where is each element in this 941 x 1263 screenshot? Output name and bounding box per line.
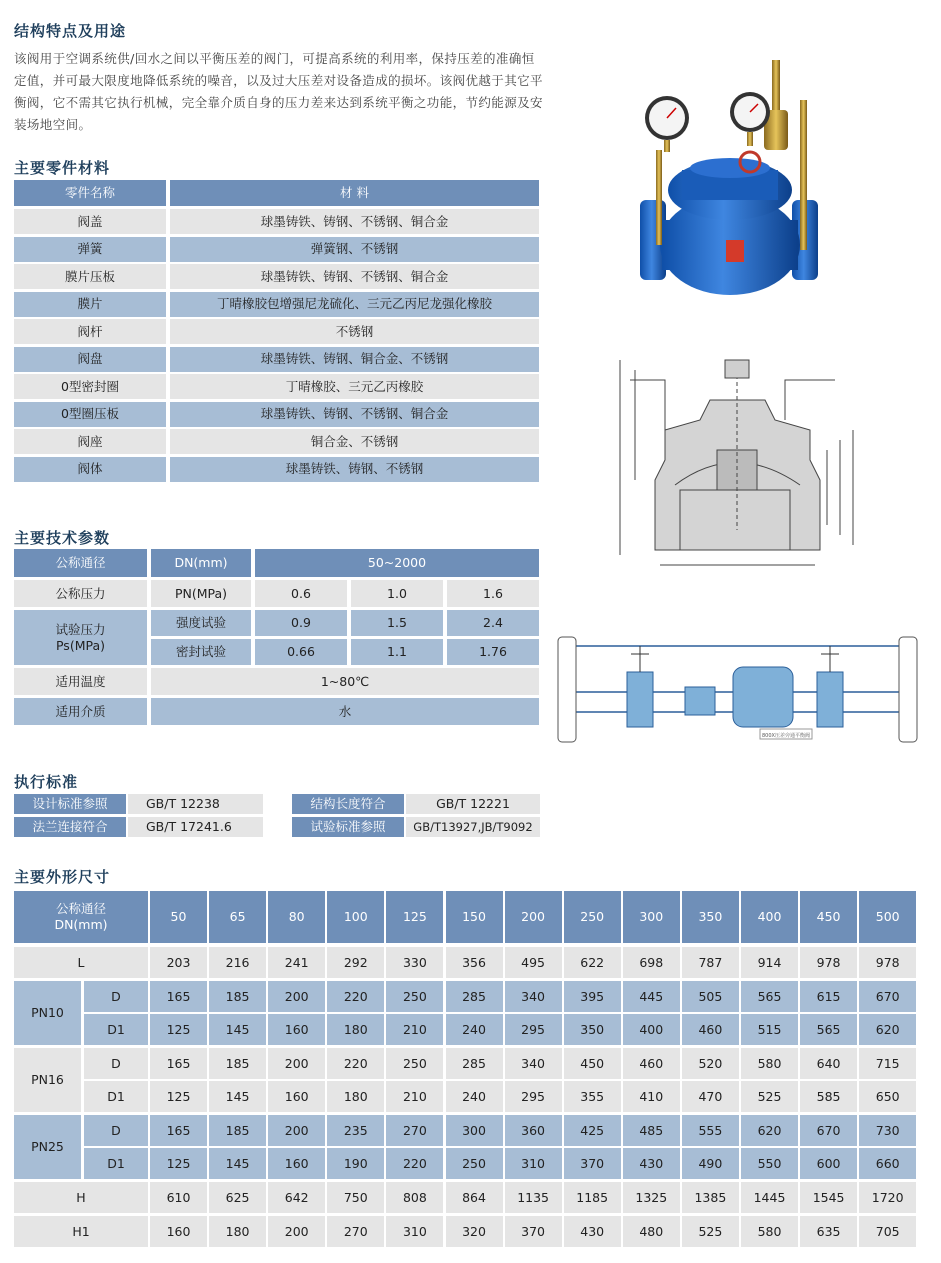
dims-cell: 300 <box>446 1115 503 1146</box>
dims-cell: 180 <box>209 1216 266 1247</box>
dims-cell: 505 <box>682 981 739 1012</box>
dims-cell: 235 <box>327 1115 384 1146</box>
dims-cell: 670 <box>859 981 916 1012</box>
dims-cell: 615 <box>800 981 857 1012</box>
dims-size-header: 100 <box>327 891 384 943</box>
parts-row-name: 阀杆 <box>14 319 166 344</box>
parts-row-name: 阀座 <box>14 429 166 454</box>
tech-strength-value: 2.4 <box>447 610 539 636</box>
parts-row-material: 球墨铸铁、铸钢、铜合金、不锈钢 <box>170 347 539 372</box>
std-length-label: 结构长度符合 <box>292 794 404 814</box>
dims-cell: 808 <box>386 1182 443 1213</box>
dims-cell: 145 <box>209 1014 266 1045</box>
std-flange-label: 法兰连接符合 <box>14 817 126 837</box>
dims-cell: 370 <box>564 1148 621 1179</box>
dims-cell: 250 <box>386 1048 443 1079</box>
dims-sub-label: D <box>84 1115 148 1146</box>
dims-group-label: PN25 <box>14 1115 81 1179</box>
dims-cell: 485 <box>623 1115 680 1146</box>
parts-row-material: 球墨铸铁、铸钢、不锈钢 <box>170 457 539 482</box>
dims-cell: 978 <box>859 947 916 978</box>
tech-dn-range: 50~2000 <box>255 549 539 577</box>
dims-cell: 400 <box>623 1014 680 1045</box>
dims-cell: 240 <box>446 1014 503 1045</box>
dims-cell: 200 <box>268 1048 325 1079</box>
tech-dn-label: 公称通径 <box>14 549 147 577</box>
dims-cell: 210 <box>386 1081 443 1112</box>
dims-cell: 1445 <box>741 1182 798 1213</box>
tech-pn-value: 1.0 <box>351 580 443 607</box>
cross-section-diagram <box>605 350 865 580</box>
dims-cell: 241 <box>268 947 325 978</box>
dims-cell: 295 <box>505 1014 562 1045</box>
dims-cell: 660 <box>859 1148 916 1179</box>
dims-cell: 190 <box>327 1148 384 1179</box>
dims-cell: 295 <box>505 1081 562 1112</box>
std-test-label: 试验标准参照 <box>292 817 404 837</box>
dims-cell: 640 <box>800 1048 857 1079</box>
dims-cell: 200 <box>268 1216 325 1247</box>
dims-header-label <box>14 891 148 943</box>
dims-sub-label: D <box>84 1048 148 1079</box>
parts-row-material: 丁晴橡胶包增强尼龙硫化、三元乙丙尼龙强化橡胶 <box>170 292 539 317</box>
dims-cell: 705 <box>859 1216 916 1247</box>
dims-cell: 425 <box>564 1115 621 1146</box>
dims-cell: 220 <box>386 1148 443 1179</box>
std-design-value: GB/T 12238 <box>128 794 263 814</box>
parts-row-material: 球墨铸铁、铸钢、不锈钢、铜合金 <box>170 402 539 427</box>
dims-cell: 220 <box>327 981 384 1012</box>
dims-sub-label: D1 <box>84 1081 148 1112</box>
dims-cell: 1720 <box>859 1182 916 1213</box>
dims-cell: 160 <box>268 1148 325 1179</box>
dims-size-header: 50 <box>150 891 207 943</box>
dims-cell: 200 <box>268 981 325 1012</box>
dims-cell: 565 <box>800 1014 857 1045</box>
dims-cell: 250 <box>446 1148 503 1179</box>
dims-cell: 430 <box>623 1148 680 1179</box>
dims-cell: 356 <box>446 947 503 978</box>
parts-row-name: 膜片 <box>14 292 166 317</box>
tech-temp-value: 1~80℃ <box>151 668 539 695</box>
parts-row-material: 球墨铸铁、铸钢、不锈钢、铜合金 <box>170 209 539 234</box>
dims-cell: 670 <box>800 1115 857 1146</box>
tech-test-label <box>14 610 147 665</box>
dims-cell: 550 <box>741 1148 798 1179</box>
dims-cell: 180 <box>327 1081 384 1112</box>
dims-cell: 565 <box>741 981 798 1012</box>
dims-cell: 698 <box>623 947 680 978</box>
dims-cell: 285 <box>446 1048 503 1079</box>
parts-row-material: 丁晴橡胶、三元乙丙橡胶 <box>170 374 539 399</box>
tech-test-unit: Ps(MPa) <box>55 637 105 653</box>
dims-title: 主要外形尺寸 <box>14 868 111 886</box>
dims-cell: 914 <box>741 947 798 978</box>
dims-cell: 978 <box>800 947 857 978</box>
dims-cell: 450 <box>564 1048 621 1079</box>
dims-cell: 610 <box>150 1182 207 1213</box>
features-title: 结构特点及用途 <box>14 22 127 40</box>
parts-header-name: 零件名称 <box>14 180 166 206</box>
dims-cell: 460 <box>623 1048 680 1079</box>
dims-size-header: 80 <box>268 891 325 943</box>
parts-row-name: 膜片压板 <box>14 264 166 289</box>
dims-cell: 160 <box>268 1081 325 1112</box>
dims-cell: 145 <box>209 1081 266 1112</box>
dims-cell: 360 <box>505 1115 562 1146</box>
dims-cell: 585 <box>800 1081 857 1112</box>
dims-cell: 730 <box>859 1115 916 1146</box>
parts-row-name: 阀体 <box>14 457 166 482</box>
dims-cell: 370 <box>505 1216 562 1247</box>
dims-cell: 622 <box>564 947 621 978</box>
dims-cell: 355 <box>564 1081 621 1112</box>
dims-sub-label: D <box>84 981 148 1012</box>
parts-row-material: 弹簧钢、不锈钢 <box>170 237 539 262</box>
dims-header-label-1: 公称通径 <box>55 901 106 917</box>
dims-cell: 185 <box>209 1048 266 1079</box>
dims-cell: 210 <box>386 1014 443 1045</box>
dims-cell: 320 <box>446 1216 503 1247</box>
parts-row-name: 0型圈压板 <box>14 402 166 427</box>
dims-cell: 1545 <box>800 1182 857 1213</box>
dims-cell: 787 <box>682 947 739 978</box>
dims-cell: 160 <box>150 1216 207 1247</box>
dims-sub-label: D1 <box>84 1014 148 1045</box>
dims-cell: 480 <box>623 1216 680 1247</box>
dims-size-header: 125 <box>386 891 443 943</box>
dims-size-header: 200 <box>505 891 562 943</box>
parts-header-material: 材 料 <box>170 180 539 206</box>
installation-diagram <box>555 632 920 747</box>
tech-pn-unit: PN(MPa) <box>151 580 251 607</box>
dims-cell: 165 <box>150 981 207 1012</box>
parts-row-material: 不锈钢 <box>170 319 539 344</box>
tech-medium-label: 适用介质 <box>14 698 147 725</box>
dims-size-header: 500 <box>859 891 916 943</box>
tech-medium-value: 水 <box>151 698 539 725</box>
dims-cell: 495 <box>505 947 562 978</box>
std-flange-value: GB/T 17241.6 <box>128 817 263 837</box>
tech-strength-label: 强度试验 <box>151 610 251 636</box>
dims-size-header: 65 <box>209 891 266 943</box>
standards-title: 执行标准 <box>14 773 79 791</box>
dims-cell: 200 <box>268 1115 325 1146</box>
dims-cell: 430 <box>564 1216 621 1247</box>
dims-cell: 270 <box>327 1216 384 1247</box>
tech-strength-value: 0.9 <box>255 610 347 636</box>
dims-cell: 180 <box>327 1014 384 1045</box>
dims-size-header: 150 <box>446 891 503 943</box>
dims-cell: 600 <box>800 1148 857 1179</box>
dims-cell: 1185 <box>564 1182 621 1213</box>
parts-row-name: 0型密封圈 <box>14 374 166 399</box>
dims-cell: 270 <box>386 1115 443 1146</box>
dims-cell: 203 <box>150 947 207 978</box>
dims-row-label: H <box>14 1182 148 1213</box>
dims-row-label: H1 <box>14 1216 148 1247</box>
dims-sub-label: D1 <box>84 1148 148 1179</box>
dims-cell: 1385 <box>682 1182 739 1213</box>
parts-row-name: 弹簧 <box>14 237 166 262</box>
dims-cell: 715 <box>859 1048 916 1079</box>
dims-cell: 185 <box>209 1115 266 1146</box>
dims-cell: 515 <box>741 1014 798 1045</box>
dims-cell: 165 <box>150 1048 207 1079</box>
dims-cell: 1135 <box>505 1182 562 1213</box>
dims-cell: 340 <box>505 1048 562 1079</box>
dims-cell: 490 <box>682 1148 739 1179</box>
parts-title: 主要零件材料 <box>14 159 111 177</box>
dims-cell: 625 <box>209 1182 266 1213</box>
dims-cell: 445 <box>623 981 680 1012</box>
tech-seal-label: 密封试验 <box>151 639 251 665</box>
dims-cell: 470 <box>682 1081 739 1112</box>
dims-cell: 350 <box>564 1014 621 1045</box>
dims-size-header: 350 <box>682 891 739 943</box>
dims-header-label-2: DN(mm) <box>54 917 108 932</box>
dims-cell: 310 <box>505 1148 562 1179</box>
dims-cell: 216 <box>209 947 266 978</box>
dims-cell: 635 <box>800 1216 857 1247</box>
std-length-value: GB/T 12221 <box>406 794 540 814</box>
dims-cell: 125 <box>150 1148 207 1179</box>
parts-row-material: 球墨铸铁、铸钢、不锈钢、铜合金 <box>170 264 539 289</box>
dims-cell: 620 <box>741 1115 798 1146</box>
parts-row-name: 阀盘 <box>14 347 166 372</box>
dims-row-label: L <box>14 947 148 978</box>
dims-cell: 864 <box>446 1182 503 1213</box>
tech-pn-label: 公称压力 <box>14 580 147 607</box>
dims-cell: 125 <box>150 1081 207 1112</box>
tech-title: 主要技术参数 <box>14 529 111 547</box>
dims-cell: 410 <box>623 1081 680 1112</box>
dims-cell: 580 <box>741 1048 798 1079</box>
dims-cell: 650 <box>859 1081 916 1112</box>
tech-seal-value: 1.76 <box>447 639 539 665</box>
dims-cell: 330 <box>386 947 443 978</box>
dims-cell: 310 <box>386 1216 443 1247</box>
dims-cell: 185 <box>209 981 266 1012</box>
tech-pn-value: 1.6 <box>447 580 539 607</box>
dims-cell: 525 <box>741 1081 798 1112</box>
dims-cell: 285 <box>446 981 503 1012</box>
dims-size-header: 250 <box>564 891 621 943</box>
dims-cell: 250 <box>386 981 443 1012</box>
std-test-value: GB/T13927,JB/T9092 <box>406 817 540 837</box>
dims-cell: 340 <box>505 981 562 1012</box>
dims-size-header: 300 <box>623 891 680 943</box>
dims-cell: 160 <box>268 1014 325 1045</box>
dims-cell: 125 <box>150 1014 207 1045</box>
tech-temp-label: 适用温度 <box>14 668 147 695</box>
dims-cell: 642 <box>268 1182 325 1213</box>
dims-cell: 555 <box>682 1115 739 1146</box>
dims-cell: 520 <box>682 1048 739 1079</box>
intro-paragraph: 该阀用于空调系统供/回水之间以平衡压差的阀门，可提高系统的利用率，保持压差的准确恒定值，并可最大限度地降低系统的噪音，以及过大压差对设备造成的损坏。该阀优越于其它平衡阀，它不需其它执行机械，完全靠介质自身的压力差来达到系统平衡之功能，节约能源及安装场地空间。 <box>14 51 543 132</box>
dims-cell: 240 <box>446 1081 503 1112</box>
dims-cell: 580 <box>741 1216 798 1247</box>
dims-cell: 750 <box>327 1182 384 1213</box>
tech-strength-value: 1.5 <box>351 610 443 636</box>
dims-cell: 220 <box>327 1048 384 1079</box>
dims-cell: 460 <box>682 1014 739 1045</box>
dims-cell: 620 <box>859 1014 916 1045</box>
tech-seal-value: 0.66 <box>255 639 347 665</box>
dims-cell: 145 <box>209 1148 266 1179</box>
tech-pn-value: 0.6 <box>255 580 347 607</box>
dims-cell: 395 <box>564 981 621 1012</box>
dims-group-label: PN10 <box>14 981 81 1045</box>
parts-row-name: 阀盖 <box>14 209 166 234</box>
dims-cell: 165 <box>150 1115 207 1146</box>
valve-photo <box>632 50 832 300</box>
parts-row-material: 铜合金、不锈钢 <box>170 429 539 454</box>
tech-dn-unit: DN(mm) <box>151 549 251 577</box>
dims-cell: 525 <box>682 1216 739 1247</box>
dims-cell: 292 <box>327 947 384 978</box>
dims-size-header: 400 <box>741 891 798 943</box>
dims-size-header: 450 <box>800 891 857 943</box>
std-design-label: 设计标准参照 <box>14 794 126 814</box>
install-caption: 800X压差旁通平衡阀 <box>762 733 810 739</box>
dims-group-label: PN16 <box>14 1048 81 1112</box>
dims-cell: 1325 <box>623 1182 680 1213</box>
tech-test-name: 试验压力 <box>55 621 106 637</box>
tech-seal-value: 1.1 <box>351 639 443 665</box>
